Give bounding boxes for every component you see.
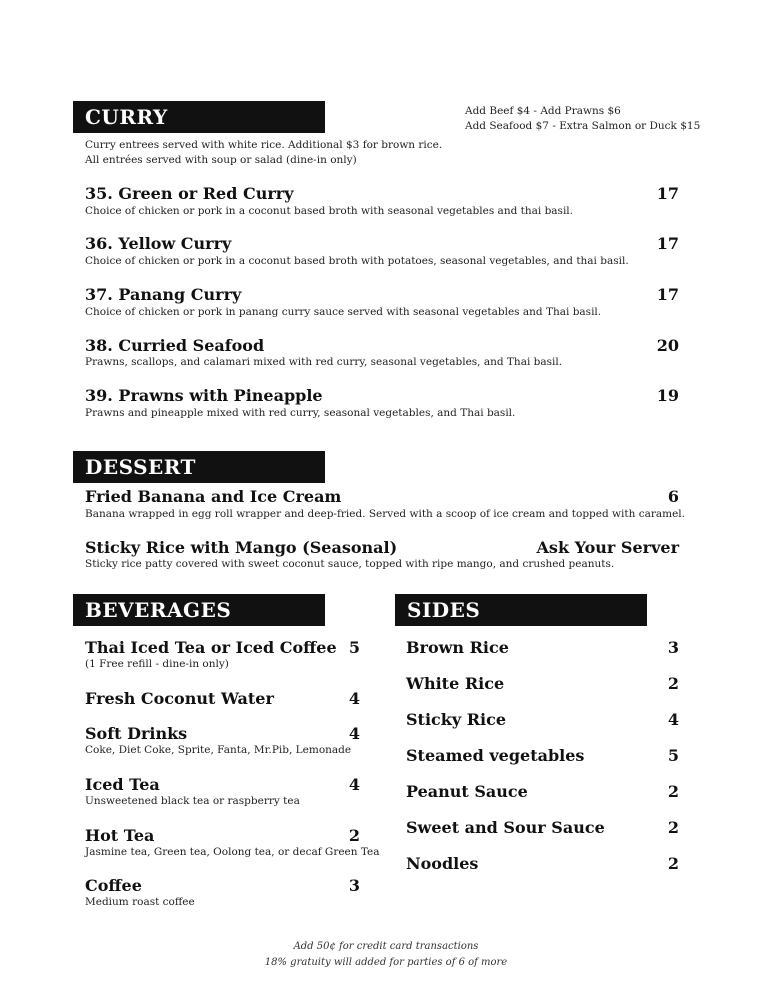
dessert-item-desc: Sticky rice patty covered with sweet coconut sauce, topped with ripe mango, and crushed peanuts.: [85, 558, 615, 570]
side-item-name: Noodles: [406, 854, 479, 873]
curry-item-desc: Prawns and pineapple mixed with red curry, seasonal vegetables, and Thai basil.: [85, 407, 516, 419]
curry-addon-line: Add Seafood $7 - Extra Salmon or Duck $15: [465, 120, 701, 132]
side-item-name: White Rice: [406, 674, 505, 693]
curry-addon-line: Add Beef $4 - Add Prawns $6: [465, 105, 621, 117]
beverage-item-price: 4: [348, 775, 360, 794]
beverage-item-desc: Medium roast coffee: [85, 896, 195, 908]
curry-note-line: Curry entrees served with white rice. Additional $3 for brown rice.: [85, 139, 443, 151]
curry-header: CURRY: [73, 101, 325, 133]
beverages-header: BEVERAGES: [73, 594, 325, 626]
curry-item-price: 17: [656, 234, 679, 253]
dessert-item-price: Ask Your Server: [536, 538, 679, 557]
beverage-item-name: Iced Tea: [85, 775, 160, 794]
dessert-item-name: Fried Banana and Ice Cream: [85, 487, 342, 506]
side-item-price: 2: [667, 818, 679, 837]
curry-item-price: 17: [656, 285, 679, 304]
curry-item-name: 38. Curried Seafood: [85, 336, 265, 355]
beverage-item-price: 5: [348, 638, 360, 657]
curry-item-name: 36. Yellow Curry: [85, 234, 232, 253]
curry-item-price: 17: [656, 184, 679, 203]
beverage-item-name: Hot Tea: [85, 826, 155, 845]
curry-item-name: 37. Panang Curry: [85, 285, 242, 304]
beverage-item-name: Soft Drinks: [85, 724, 188, 743]
side-item-price: 2: [667, 674, 679, 693]
dessert-header: DESSERT: [73, 451, 325, 483]
curry-item-desc: Choice of chicken or pork in a coconut based broth with seasonal vegetables and thai basil.: [85, 205, 573, 217]
curry-item-desc: Choice of chicken or pork in panang curry sauce served with seasonal vegetables and Thai basil.: [85, 306, 602, 318]
footer-note: 18% gratuity will added for parties of 6 of more: [264, 957, 508, 968]
dessert-item-desc: Banana wrapped in egg roll wrapper and deep-fried. Served with a scoop of ice cream and topped with caramel.: [85, 508, 686, 520]
side-item-price: 2: [667, 782, 679, 801]
curry-item-price: 20: [656, 336, 679, 355]
beverage-item-name: Fresh Coconut Water: [85, 689, 274, 708]
side-item-price: 3: [667, 638, 679, 657]
beverage-item-desc: Coke, Diet Coke, Sprite, Fanta, Mr.Pib, Lemonade: [85, 744, 352, 756]
beverage-item-name: Thai Iced Tea or Iced Coffee: [85, 638, 337, 657]
curry-item-desc: Choice of chicken or pork in a coconut based broth with potatoes, seasonal vegetables, and thai basil.: [85, 255, 629, 267]
side-item-name: Peanut Sauce: [406, 782, 528, 801]
side-item-price: 4: [667, 710, 679, 729]
curry-note-line: All entrées served with soup or salad (dine-in only): [85, 154, 357, 166]
side-item-name: Steamed vegetables: [406, 746, 585, 765]
beverage-item-desc: (1 Free refill - dine-in only): [85, 658, 229, 670]
curry-item-price: 19: [656, 386, 679, 405]
beverage-item-desc: Jasmine tea, Green tea, Oolong tea, or decaf Green Tea: [85, 846, 380, 858]
side-item-name: Brown Rice: [406, 638, 509, 657]
dessert-item-price: 6: [667, 487, 679, 506]
beverage-item-price: 4: [348, 689, 360, 708]
curry-item-name: 39. Prawns with Pineapple: [85, 386, 323, 405]
footer-note: Add 50¢ for credit card transactions: [293, 941, 479, 952]
beverage-item-desc: Unsweetened black tea or raspberry tea: [85, 795, 300, 807]
dessert-item-name: Sticky Rice with Mango (Seasonal): [85, 538, 398, 557]
sides-header: SIDES: [395, 594, 647, 626]
curry-item-name: 35. Green or Red Curry: [85, 184, 294, 203]
beverage-item-price: 2: [348, 826, 360, 845]
side-item-name: Sweet and Sour Sauce: [406, 818, 605, 837]
curry-item-desc: Prawns, scallops, and calamari mixed with red curry, seasonal vegetables, and Thai basil.: [85, 356, 563, 368]
beverage-item-price: 3: [348, 876, 360, 895]
side-item-name: Sticky Rice: [406, 710, 507, 729]
beverage-item-name: Coffee: [85, 876, 142, 895]
side-item-price: 5: [667, 746, 679, 765]
side-item-price: 2: [667, 854, 679, 873]
beverage-item-price: 4: [348, 724, 360, 743]
